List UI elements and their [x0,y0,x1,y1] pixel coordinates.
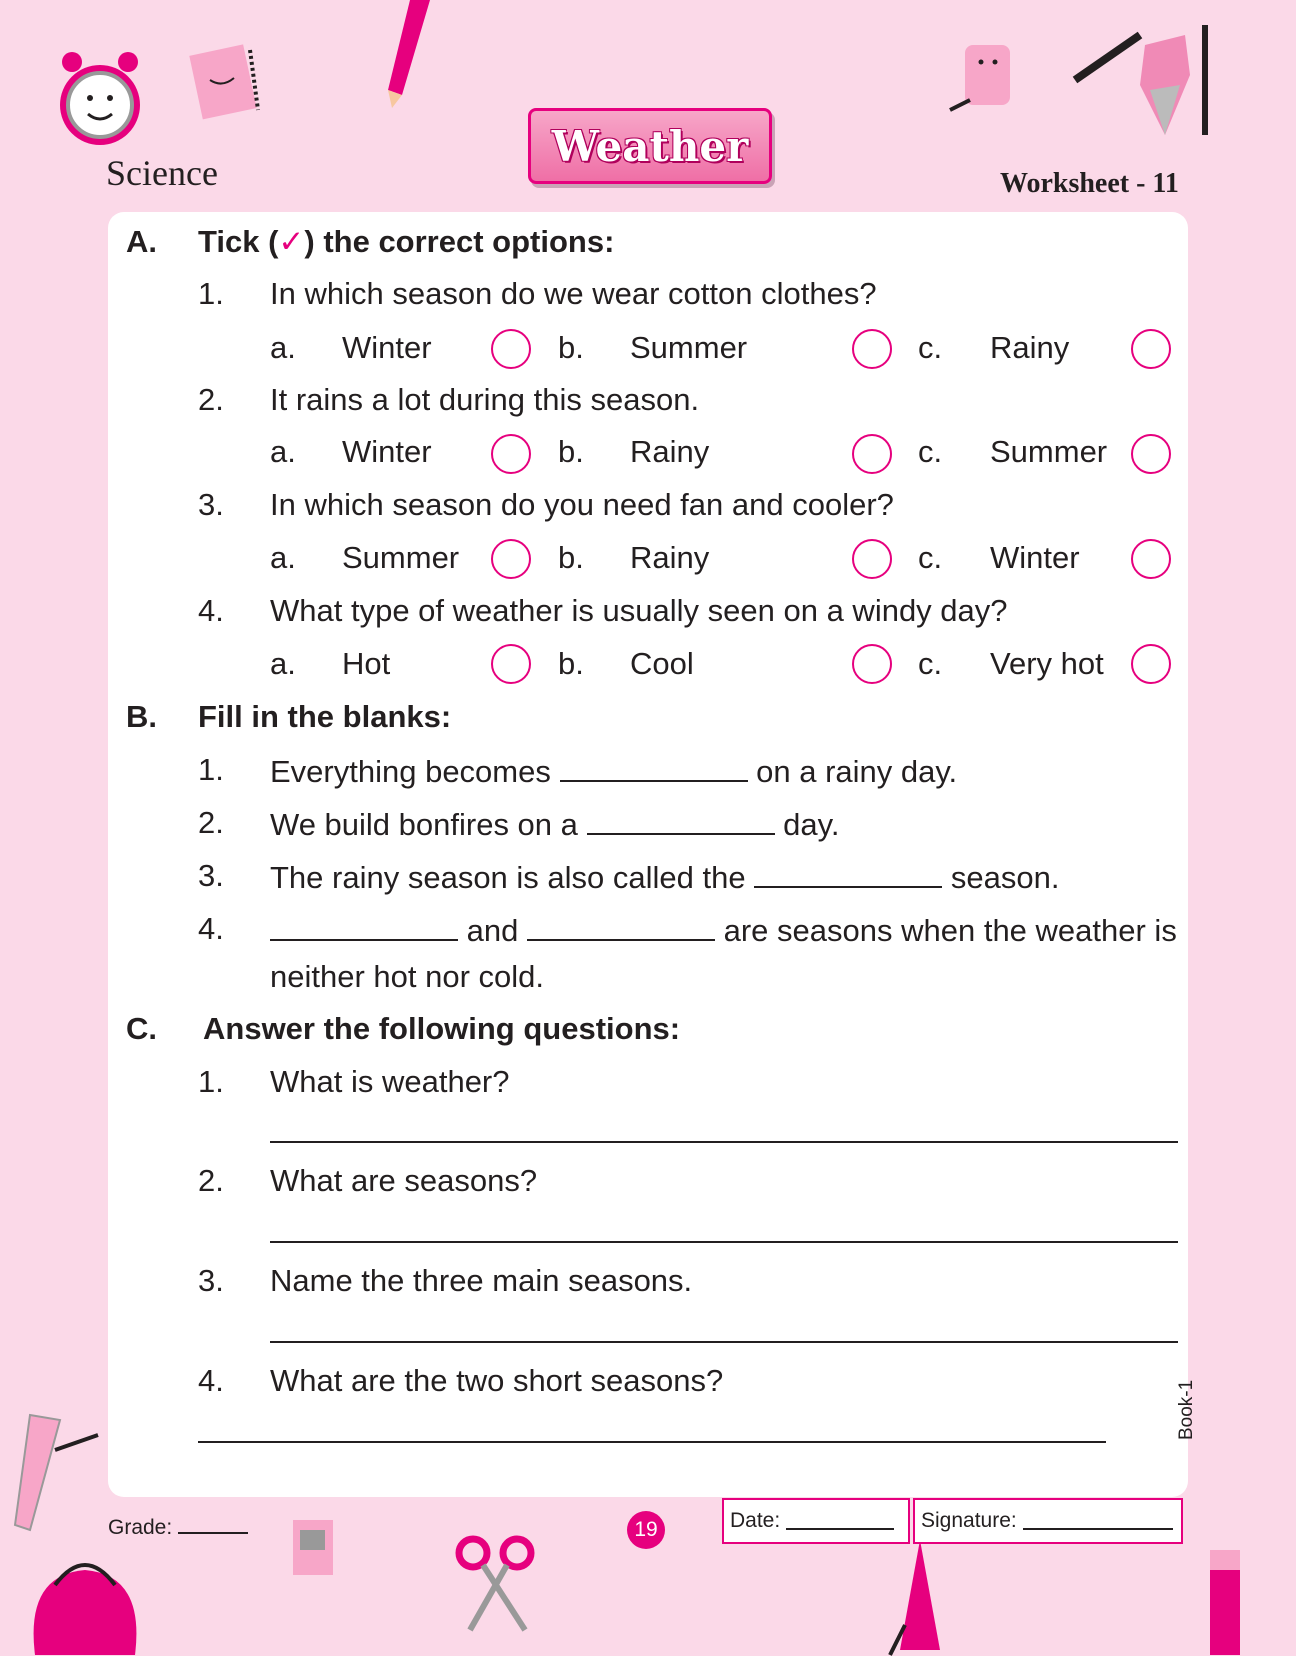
option-letter: b. [558,646,584,681]
eraser-icon [945,40,1025,120]
answer-blank[interactable] [527,913,715,941]
option-letter: a. [270,330,296,365]
section-b-letter: B. [126,699,157,734]
item-number: 1. [198,752,224,787]
answer-circle[interactable] [1131,434,1171,474]
glue-stick-icon [1190,1540,1260,1655]
ruler-icon [10,1410,100,1535]
item-number: 4. [198,911,224,946]
option-letter: c. [918,540,943,575]
answer-circle[interactable] [1131,329,1171,369]
question-text: It rains a lot during this season. [270,382,700,417]
option-letter: c. [918,434,943,469]
sentence-start: The rainy season is also called the [270,860,746,895]
signature-box[interactable] [913,1498,1183,1544]
grade-blank[interactable] [178,1516,248,1534]
answer-circle[interactable] [491,644,531,684]
grade-label: Grade: [108,1516,173,1539]
sentence-start: Everything becomes [270,754,551,789]
question-number: 4. [198,1363,224,1398]
book-label: Book-1 [1176,1379,1197,1440]
scissors-icon [455,1535,540,1635]
answer-line[interactable] [198,1441,1106,1443]
question-number: 2. [198,382,224,417]
fill-blank-sentence [270,754,957,787]
answer-circle[interactable] [852,434,892,474]
answer-circle[interactable] [1131,644,1171,684]
grade-field [108,1516,248,1540]
question-text: What type of weather is usually seen on a windy day? [270,593,1008,628]
section-a-letter: A. [126,224,157,259]
item-number: 2. [198,805,224,840]
alarm-clock-icon [50,40,150,160]
option-label: Winter [342,434,432,469]
section-c-heading: Answer the following questions: [203,1011,681,1046]
answer-circle[interactable] [852,539,892,579]
answer-line[interactable] [270,1341,1178,1343]
option-label: Rainy [630,434,710,469]
worksheet-title [528,108,772,184]
question-text: In which season do you need fan and cooler? [270,487,894,522]
option-letter: a. [270,540,296,575]
answer-blank[interactable] [754,860,942,888]
answer-circle[interactable] [852,329,892,369]
answer-blank[interactable] [587,807,775,835]
section-a-heading [198,226,614,257]
option-letter: b. [558,434,584,469]
option-label: Hot [342,646,391,681]
date-blank[interactable] [786,1512,894,1530]
answer-line[interactable] [270,1241,1178,1243]
question-text: In which season do we wear cotton clothes? [270,276,877,311]
option-label: Rainy [630,540,710,575]
notepad-icon [180,40,270,130]
signature-label: Signature: [921,1509,1017,1532]
sharpener-icon [285,1515,345,1590]
section-b-heading: Fill in the blanks: [198,699,452,734]
question-text: What are seasons? [270,1163,538,1198]
question-text: What are the two short seasons? [270,1363,724,1398]
option-label: Summer [342,540,460,575]
school-bag-icon [15,1525,155,1655]
tick-mark-icon: ✓ [278,224,305,259]
answer-circle[interactable] [491,539,531,579]
section-c-letter: C. [126,1011,157,1046]
sentence-middle: and [466,913,519,948]
page-number: 19 [627,1511,665,1549]
pencil-icon [380,0,440,110]
heading-pre: Tick ( [198,224,279,259]
answer-blank[interactable] [270,913,458,941]
sentence-continuation: neither hot nor cold. [270,959,545,994]
worksheet-number: Worksheet - 11 [1000,168,1179,199]
question-text: What is weather? [270,1064,510,1099]
answer-line[interactable] [270,1141,1178,1143]
question-number: 1. [198,276,224,311]
option-letter: a. [270,434,296,469]
option-label: Winter [342,330,432,365]
answer-circle[interactable] [491,329,531,369]
answer-circle[interactable] [852,644,892,684]
title-text: Weather [551,121,749,171]
question-number: 2. [198,1163,224,1198]
pencil-character-icon [885,1540,955,1655]
option-label: Summer [630,330,748,365]
fill-blank-sentence [270,860,1059,893]
option-letter: a. [270,646,296,681]
sentence-end: are seasons when the weather is [723,913,1177,948]
fill-blank-sentence [270,913,1177,946]
date-label: Date: [730,1509,781,1532]
sentence-end: day. [783,807,840,842]
sentence-end: on a rainy day. [756,754,958,789]
option-letter: b. [558,540,584,575]
question-number: 4. [198,593,224,628]
answer-blank[interactable] [560,754,748,782]
option-label: Summer [990,434,1108,469]
question-number: 3. [198,487,224,522]
option-letter: c. [918,646,943,681]
answer-circle[interactable] [491,434,531,474]
option-label: Very hot [990,646,1104,681]
sentence-end: season. [950,860,1060,895]
question-text: Name the three main seasons. [270,1263,693,1298]
answer-circle[interactable] [1131,539,1171,579]
heading-post: ) the correct options: [304,224,615,259]
date-box[interactable] [722,1498,910,1544]
question-number: 3. [198,1263,224,1298]
option-label: Rainy [990,330,1070,365]
option-letter: b. [558,330,584,365]
option-letter: c. [918,330,943,365]
question-number: 1. [198,1064,224,1099]
subject-label: Science [106,153,218,193]
sentence-start: We build bonfires on a [270,807,578,842]
option-label: Cool [630,646,694,681]
option-label: Winter [990,540,1080,575]
item-number: 3. [198,858,224,893]
fill-blank-sentence [270,807,839,840]
crayon-icon [1070,15,1210,140]
signature-blank[interactable] [1023,1512,1173,1530]
